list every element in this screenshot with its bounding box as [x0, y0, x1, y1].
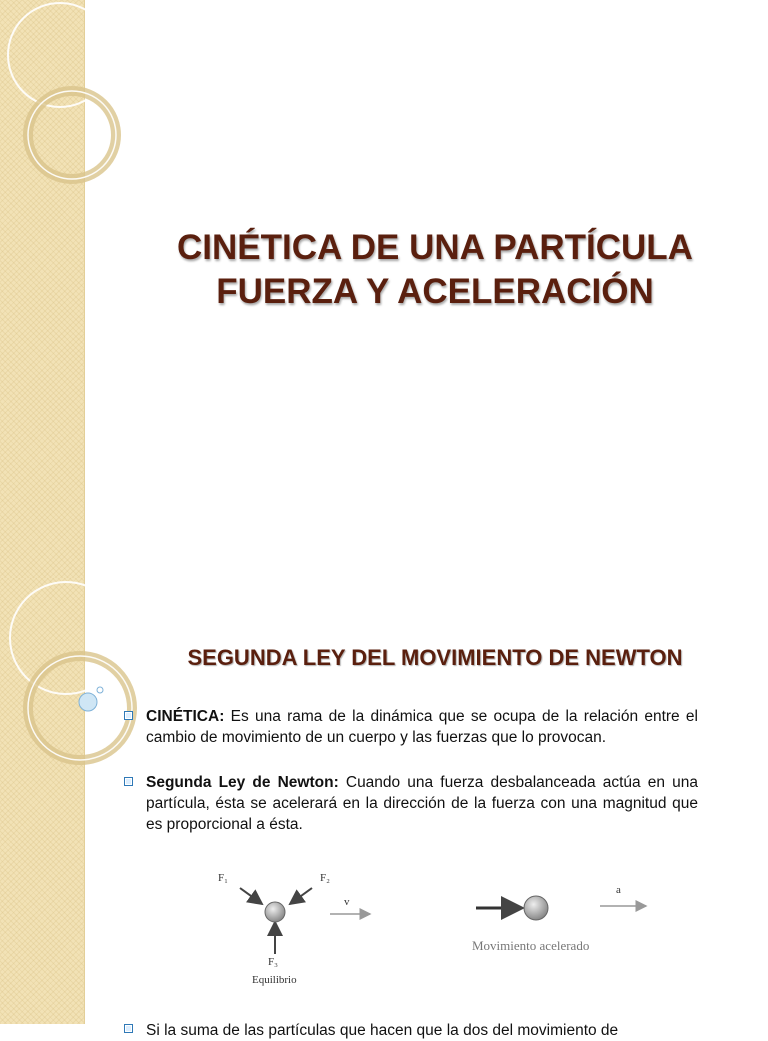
particle-accelerated — [524, 896, 548, 920]
decorative-rail — [0, 0, 85, 578]
decorative-rings — [0, 0, 120, 578]
force-arrow-f2 — [290, 888, 312, 904]
bullet-segunda-ley — [122, 772, 698, 835]
bullet-cinetica — [122, 706, 698, 748]
caption-accelerated: Movimiento acelerado — [472, 938, 590, 953]
bullet-body: Es una rama de la dinámica que se ocupa de la relación entre el cambio de movimiento de un cuerpo y las fuerzas que lo provocan. — [146, 708, 698, 746]
bullet-list — [122, 706, 698, 859]
square-bullet-icon — [124, 777, 133, 786]
force-arrow-f1 — [240, 888, 262, 904]
particle-equilibrium — [265, 902, 285, 922]
slide-title — [120, 226, 750, 314]
label-f1: F₁ — [218, 872, 228, 884]
bullet-partial — [122, 1020, 722, 1039]
bullet-term: Segunda Ley de Newton: — [146, 774, 339, 791]
force-diagram — [200, 870, 640, 1000]
bullet-body: Cuando una fuerza desbalanceada actúa en una partícula, ésta se acelerará en la dirección de la fuerza con una magnitud que es proporcional a ésta. — [146, 774, 698, 833]
bullet-text — [146, 772, 698, 835]
square-bullet-icon — [124, 1024, 133, 1033]
decorative-rings — [0, 578, 120, 1024]
bullet-text-partial: Si la suma de las partículas que hacen que la dos del movimiento de — [146, 1022, 619, 1039]
caption-equilibrium: Equilibrio — [252, 974, 297, 986]
bullet-term: CINÉTICA: — [146, 708, 225, 725]
title-line-1: CINÉTICA DE UNA PARTÍCULA — [177, 228, 693, 267]
label-f3: F₃ — [268, 956, 278, 968]
title-line-2: FUERZA Y ACELERACIÓN — [216, 272, 654, 311]
label-a: a — [616, 884, 621, 896]
label-v: v — [344, 896, 350, 908]
square-bullet-icon — [124, 711, 133, 720]
content-slide — [0, 578, 768, 1039]
decorative-rail — [0, 578, 85, 1024]
bullet-text — [146, 706, 698, 748]
slide-heading: SEGUNDA LEY DEL MOVIMIENTO DE NEWTON — [187, 645, 683, 670]
label-f2: F₂ — [320, 872, 330, 884]
